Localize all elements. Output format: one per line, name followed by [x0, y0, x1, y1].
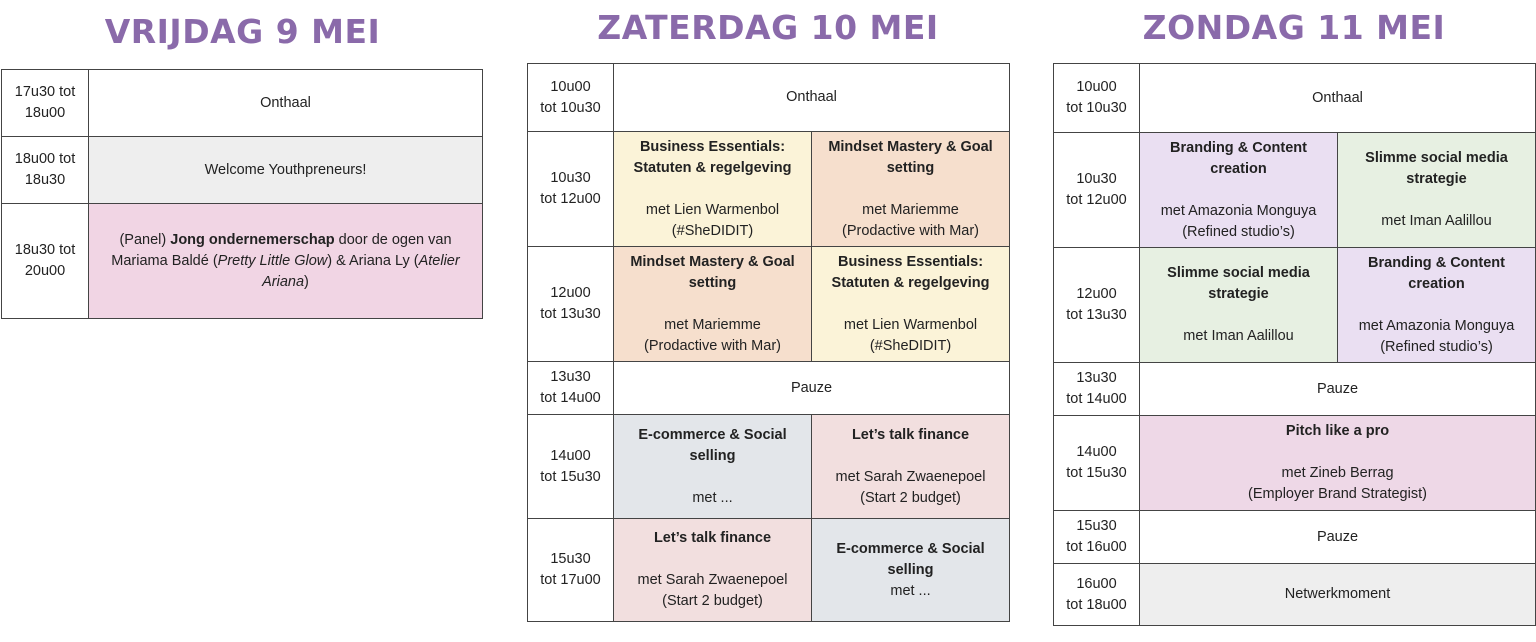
day-title-sunday: ZONDAG 11 MEI [1142, 8, 1446, 47]
event-cell: Onthaal [89, 70, 483, 137]
schedule-row [528, 64, 1010, 132]
event-cell: Pauze [1140, 511, 1536, 564]
time-slot: 16u00 tot 18u00 [1054, 564, 1140, 626]
schedule-row [528, 362, 1010, 415]
time-slot: 15u30 tot 16u00 [1054, 511, 1140, 564]
schedule-row [1054, 363, 1536, 416]
time-slot: 14u00 tot 15u30 [528, 415, 614, 519]
time-slot: 12u00 tot 13u30 [1054, 248, 1140, 363]
session-cell: Let’s talk finance met Sarah Zwaenepoel (Start 2 budget) [614, 519, 812, 622]
schedule-row [528, 247, 1010, 362]
schedule-row [2, 137, 483, 204]
session-cell: Business Essentials: Statuten & regelgeving met Lien Warmenbol (#SheDIDIT) [812, 247, 1010, 362]
session-cell: Slimme social media strategie met Iman Aalillou [1140, 248, 1338, 363]
schedule-table-sunday [1053, 63, 1536, 626]
session-cell: Let’s talk finance met Sarah Zwaenepoel (Start 2 budget) [812, 415, 1010, 519]
session-cell: Branding & Content creation met Amazonia Monguya (Refined studio’s) [1140, 133, 1338, 248]
time-slot: 15u30 tot 17u00 [528, 519, 614, 622]
schedule-row [528, 415, 1010, 519]
schedule-table-friday [1, 69, 483, 319]
day-title-saturday: ZATERDAG 10 MEI [597, 8, 939, 47]
schedule-row [1054, 133, 1536, 248]
session-cell: Business Essentials: Statuten & regelgeving met Lien Warmenbol (#SheDIDIT) [614, 132, 812, 247]
time-slot: 18u00 tot 18u30 [2, 137, 89, 204]
time-slot: 10u00 tot 10u30 [1054, 64, 1140, 133]
schedule-row [1054, 248, 1536, 363]
time-slot: 12u00 tot 13u30 [528, 247, 614, 362]
event-cell: Onthaal [614, 64, 1010, 132]
schedule-row [528, 519, 1010, 622]
schedule-row [2, 70, 483, 137]
session-cell: Mindset Mastery & Goal setting met Mariemme (Prodactive with Mar) [812, 132, 1010, 247]
panel-title: Jong ondernemerschap [170, 231, 335, 248]
session-cell: Mindset Mastery & Goal setting met Mariemme (Prodactive with Mar) [614, 247, 812, 362]
event-cell: Pauze [614, 362, 1010, 415]
day-title-friday: VRIJDAG 9 MEI [104, 12, 381, 51]
session-cell: E-commerce & Social selling met ... [614, 415, 812, 519]
event-cell: Pauze [1140, 363, 1536, 416]
schedule-row [1054, 416, 1536, 511]
time-slot: 10u30 tot 12u00 [528, 132, 614, 247]
time-slot: 10u00 tot 10u30 [528, 64, 614, 132]
time-slot: 13u30 tot 14u00 [528, 362, 614, 415]
time-slot: 13u30 tot 14u00 [1054, 363, 1140, 416]
session-cell: Slimme social media strategie met Iman Aalillou [1338, 133, 1536, 248]
event-cell: Netwerkmoment [1140, 564, 1536, 626]
time-slot: 14u00 tot 15u30 [1054, 416, 1140, 511]
event-cell: Onthaal [1140, 64, 1536, 133]
panel-session-cell: (Panel) Jong ondernemerschap door de ogen van Mariama Baldé (Pretty Little Glow) & Ariana Ly (Atelier Ariana) [89, 204, 483, 319]
event-cell: Welcome Youthpreneurs! [89, 137, 483, 204]
schedule-row [1054, 64, 1536, 133]
time-slot: 17u30 tot 18u00 [2, 70, 89, 137]
session-cell: E-commerce & Social selling met ... [812, 519, 1010, 622]
schedule-table-saturday [527, 63, 1010, 622]
time-slot: 10u30 tot 12u00 [1054, 133, 1140, 248]
schedule-row [2, 204, 483, 319]
schedule-row [528, 132, 1010, 247]
session-cell: Branding & Content creation met Amazonia Monguya (Refined studio’s) [1338, 248, 1536, 363]
time-slot: 18u30 tot 20u00 [2, 204, 89, 319]
schedule-row [1054, 564, 1536, 626]
schedule-row [1054, 511, 1536, 564]
session-cell: Pitch like a pro met Zineb Berrag (Employer Brand Strategist) [1140, 416, 1536, 511]
